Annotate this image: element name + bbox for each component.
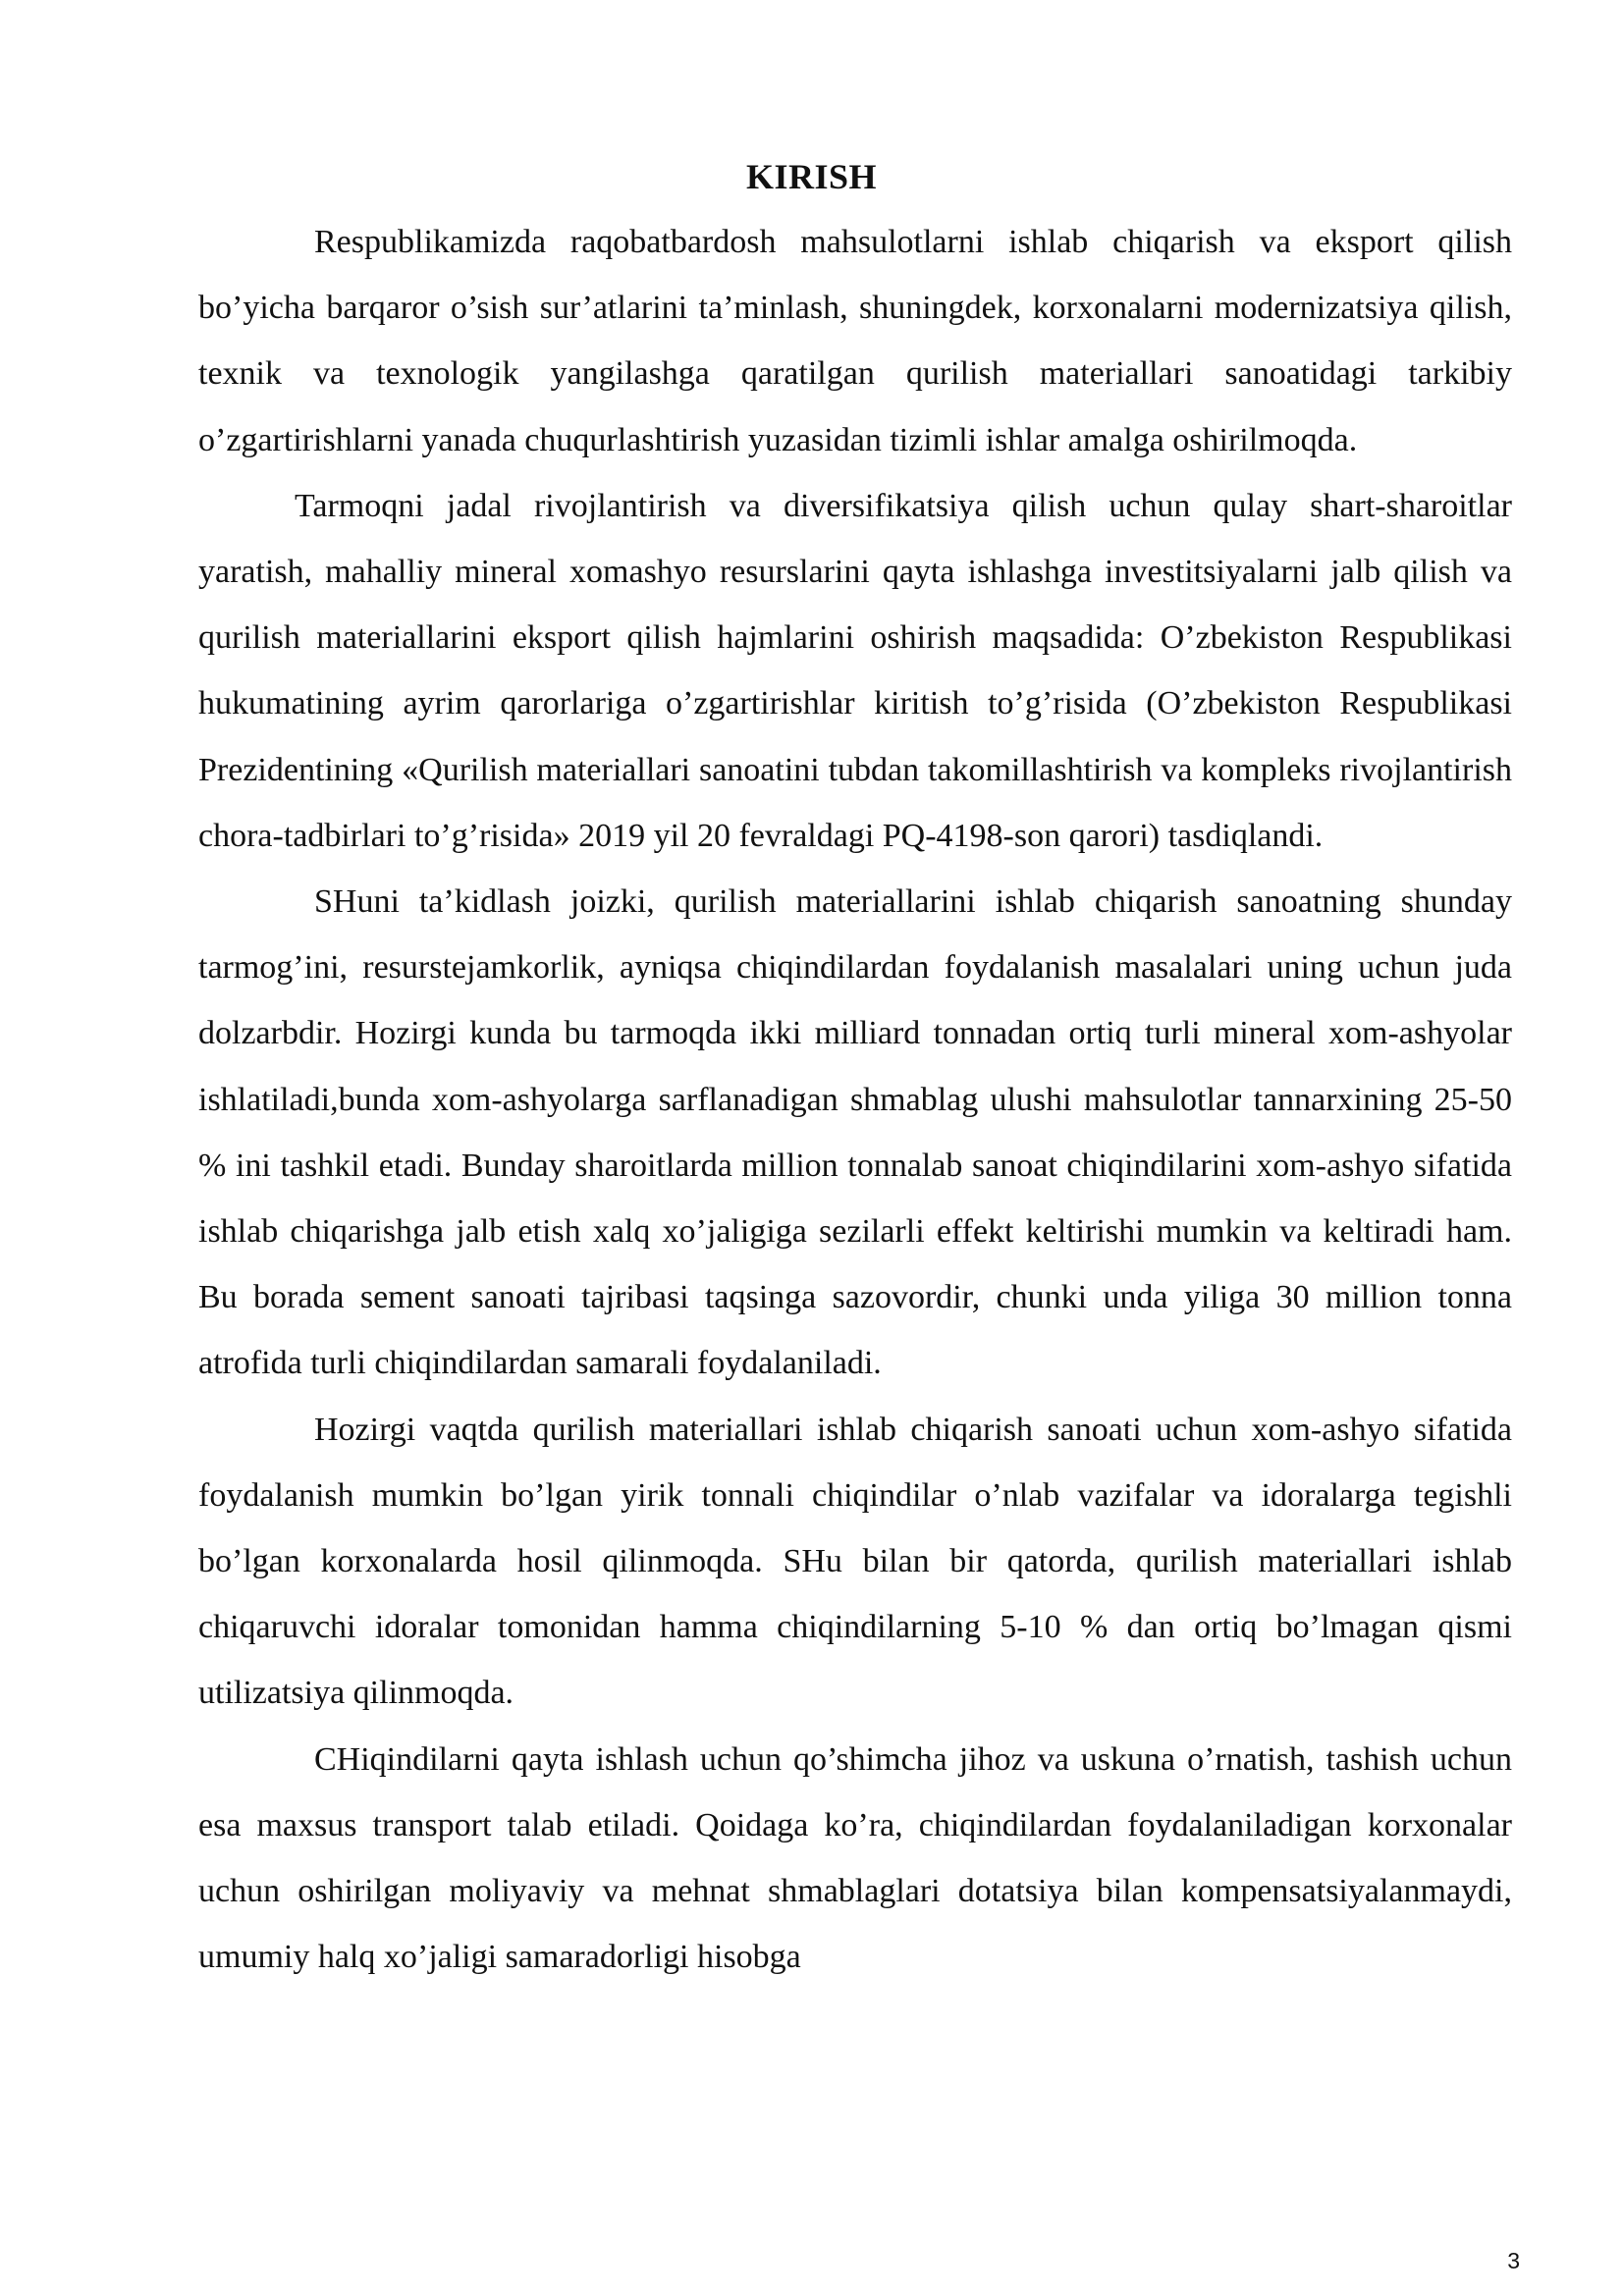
paragraph-waste-processing: CHiqindilarni qayta ishlash uchun qo’shimcha jihoz va uskuna o’rnatish, tashish uchun esa maxsus transport talab etiladi. Qoidaga ko’ra, chiqindilardan foydalaniladigan korxonalar uchun oshirilgan moliyaviy va mehnat shmablaglari dotatsiya bilan kompensatsiyalanmaydi, umumiy halq xo’jaligi samaradorligi hisobga <box>198 1740 1512 1976</box>
page-number: 3 <box>1507 2248 1520 2273</box>
paragraph-intro: Respublikamizda raqobatbardosh mahsulotlarni ishlab chiqarish va eksport qilish bo’yicha barqaror o’sish sur’atlarini ta’minlash, shuningdek, korxonalarni modernizatsiya qilish, texnik va texnologik yangilashga qaratilgan qurilish materiallari sanoatidagi tarkibiy o’zgartirishlarni yanada chuqurlashtirish yuzasidan tizimli ishlar amalga oshirilmoqda. <box>198 224 1512 458</box>
paragraph-waste-sources: Hozirgi vaqtda qurilish materiallari ishlab chiqarish sanoati uchun xom-ashyo sifatida foydalanish mumkin bo’lgan yirik tonnali chiqindilar o’nlab vazifalar va idoralarga tegishli bo’lgan korxonalarda hosil qilinmoqda. SHu bilan bir qatorda, qurilish materiallari ishlab chiqaruvchi idoralar tomonidan hamma chiqindilarning 5-10 % dan ortiq bo’lmagan qismi utilizatsiya qilinmoqda. <box>198 1411 1512 1712</box>
body-text <box>198 209 1512 1990</box>
section-title: KIRISH <box>745 157 878 196</box>
paragraph-resolution: Tarmoqni jadal rivojlantirish va diversifikatsiya qilish uchun qulay shart-sharoitlar yaratish, mahalliy mineral xomashyo resurslarini qayta ishlashga investitsiyalarni jalb qilish va qurilish materiallarini eksport qilish hajmlarini oshirish maqsadida: O’zbekiston Respublikasi hukumatining ayrim qarorlariga o’zgartirishlar kiritish to’g’risida (O’zbekiston Respublikasi Prezidentining «Qurilish materiallari sanoatini tubdan takomillashtirish va kompleks rivojlantirish chora-tadbirlari to’g’risida» 2019 yil 20 fevraldagi PQ-4198-son qarori) tasdiqlandi. <box>198 487 1512 854</box>
paragraph-resource-saving: SHuni ta’kidlash joizki, qurilish materiallarini ishlab chiqarish sanoatning shunday tarmog’ini, resurstejamkorlik, ayniqsa chiqindilardan foydalanish masalalari uning uchun juda dolzarbdir. Hozirgi kunda bu tarmoqda ikki milliard tonnadan ortiq turli mineral xom-ashyolar ishlatiladi,bunda xom-ashyolarga sarflanadigan shmablag ulushi mahsulotlar tannarxining 25-50 % ini tashkil etadi. Bunday sharoitlarda million tonnalab sanoat chiqindilarini xom-ashyo sifatida ishlab chiqarishga jalb etish xalq xo’jaligiga sezilarli effekt keltirishi mumkin va keltiradi ham. Bu borada sement sanoati tajribasi taqsinga sazovordir, chunki unda yiliga 30 million tonna atrofida turli chiqindilardan samarali foydalaniladi. <box>198 883 1512 1382</box>
